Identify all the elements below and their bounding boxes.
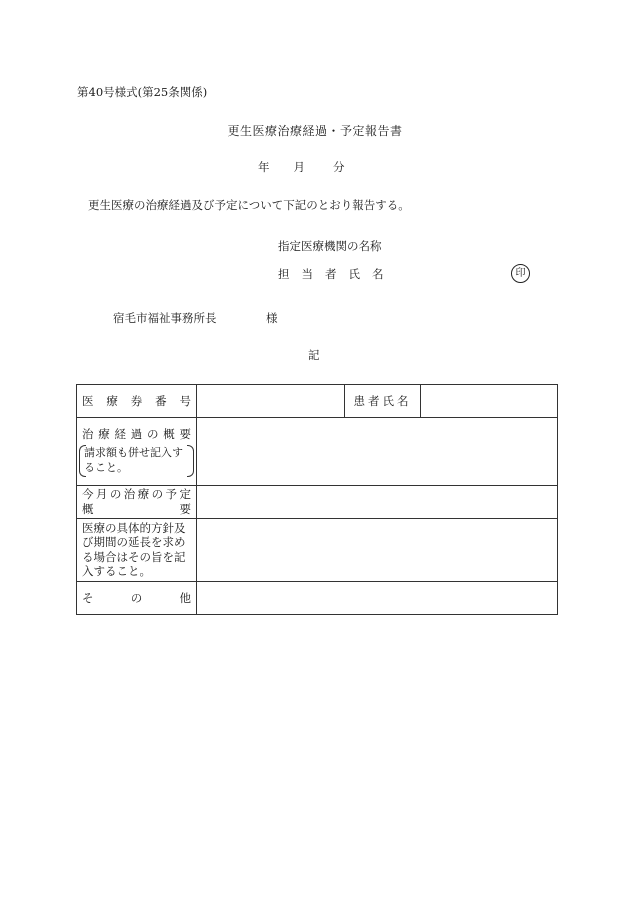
period-year-label: 年 bbox=[258, 160, 270, 174]
report-table bbox=[76, 384, 558, 615]
extension-request-field[interactable] bbox=[197, 519, 558, 582]
ki-heading: 記 bbox=[308, 348, 320, 362]
ticket-number-field[interactable] bbox=[197, 385, 345, 418]
patient-name-field[interactable] bbox=[421, 385, 558, 418]
extension-request-label: 医療の具体的方針及び期間の延長を求める場合はその旨を記入すること。 bbox=[77, 519, 197, 582]
honorific: 様 bbox=[266, 311, 278, 325]
monthly-plan-label: 今 月 の 治 療 の 予 定 概 要 bbox=[77, 486, 197, 519]
other-label: そ の 他 bbox=[77, 581, 197, 614]
progress-summary-field[interactable] bbox=[197, 418, 558, 486]
institution-name-label: 指定医療機関の名称 bbox=[278, 239, 382, 253]
document-title: 更生医療治療経過・予定報告書 bbox=[227, 124, 403, 138]
form-number-label: 第40号様式(第25条関係) bbox=[77, 85, 208, 99]
ticket-number-label: 医 療 券 番 号 bbox=[77, 385, 197, 418]
seal-icon: 印 bbox=[511, 264, 530, 283]
table-row bbox=[77, 385, 558, 418]
intro-statement: 更生医療の治療経過及び予定について下記のとおり報告する。 bbox=[88, 198, 410, 212]
person-in-charge-label: 担当者氏名 bbox=[278, 267, 396, 281]
table-row bbox=[77, 519, 558, 582]
addressee: 宿毛市福祉事務所長 bbox=[113, 311, 217, 325]
table-row bbox=[77, 486, 558, 519]
report-period bbox=[258, 162, 345, 174]
progress-summary-label: 治 療 経 過 の 概 要 請求額も併せ記入すること。 bbox=[77, 418, 197, 486]
other-field[interactable] bbox=[197, 581, 558, 614]
period-month-label: 月 bbox=[293, 160, 305, 174]
table-row bbox=[77, 581, 558, 614]
patient-name-label: 患者氏名 bbox=[345, 385, 421, 418]
monthly-plan-field[interactable] bbox=[197, 486, 558, 519]
table-row bbox=[77, 418, 558, 486]
billing-note: 請求額も併せ記入すること。 bbox=[79, 445, 194, 477]
period-part-label: 分 bbox=[333, 160, 345, 174]
